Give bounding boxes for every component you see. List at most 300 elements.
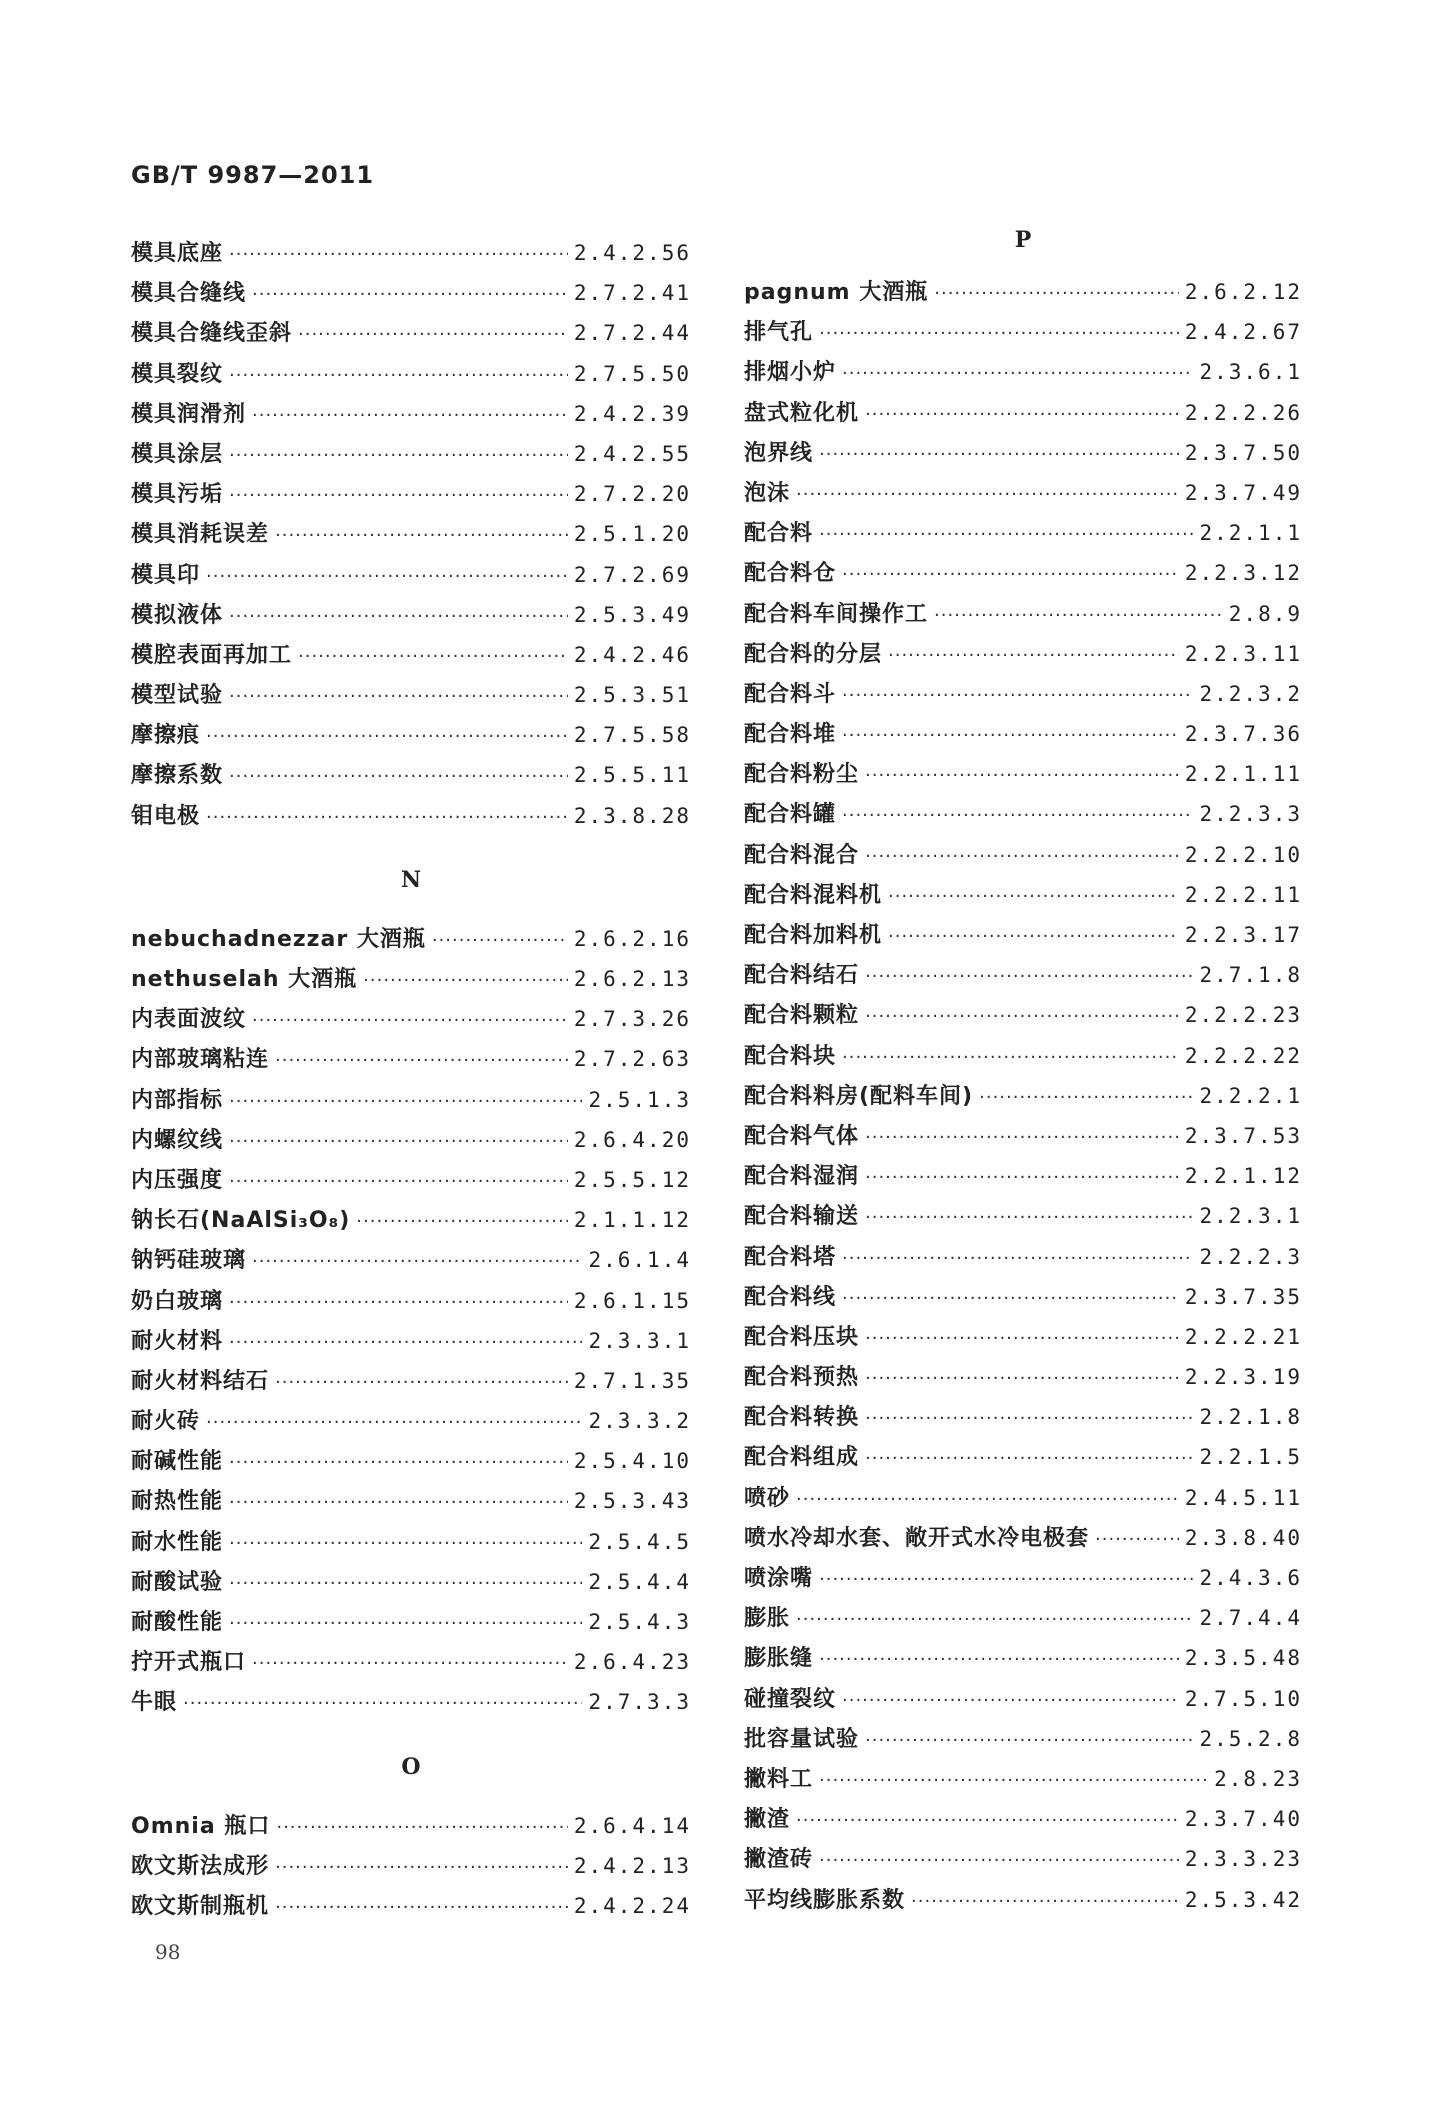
index-entry	[744, 312, 1302, 352]
dot-leader	[275, 516, 568, 556]
clause-number: 2.2.1.11	[1184, 762, 1302, 787]
index-entry	[744, 714, 1302, 754]
dot-leader	[888, 636, 1179, 676]
dot-leader	[206, 717, 568, 757]
dot-leader	[865, 957, 1193, 997]
clause-number: 2.4.2.67	[1184, 320, 1302, 345]
dot-leader	[206, 1403, 582, 1443]
clause-number: 2.6.2.13	[573, 967, 691, 991]
dot-leader	[842, 555, 1179, 595]
dot-leader	[842, 1038, 1179, 1078]
index-entry	[131, 1039, 691, 1079]
index-term: 批容量试验	[744, 1726, 860, 1752]
dot-leader	[252, 396, 568, 436]
dot-leader	[275, 1848, 568, 1888]
index-entry	[744, 1478, 1302, 1518]
index-term: 泡界线	[744, 440, 814, 466]
index-term: 配合料混料机	[744, 882, 883, 908]
clause-number: 2.3.7.50	[1184, 440, 1302, 465]
clause-number: 2.5.1.20	[573, 522, 691, 547]
index-term: 耐酸试验	[131, 1569, 224, 1595]
p-entry-list	[744, 272, 1302, 1920]
clause-number: 2.3.3.1	[588, 1328, 691, 1353]
index-entry	[131, 919, 691, 959]
dot-leader	[865, 1721, 1193, 1761]
dot-leader	[432, 921, 568, 961]
index-term: 膨胀缝	[744, 1646, 814, 1672]
index-term: 配合料压块	[744, 1324, 860, 1350]
clause-number: 2.5.5.12	[573, 1167, 691, 1192]
index-entry	[131, 1846, 691, 1886]
index-entry	[131, 555, 691, 595]
dot-leader	[229, 1524, 582, 1564]
clause-number: 2.2.2.1	[1199, 1083, 1302, 1108]
index-entry	[131, 675, 691, 715]
index-entry	[131, 273, 691, 313]
index-term: 欧文斯法成形	[131, 1853, 270, 1879]
index-entry	[131, 1481, 691, 1521]
clause-number: 2.2.1.5	[1199, 1445, 1302, 1470]
m-entry-list	[131, 233, 691, 836]
index-entry	[131, 1401, 691, 1441]
clause-number: 2.5.3.42	[1184, 1887, 1302, 1912]
index-term: 配合料的分层	[744, 641, 883, 667]
index-entry	[131, 1361, 691, 1401]
index-term: 模具底座	[131, 241, 224, 266]
dot-leader	[229, 235, 568, 275]
index-entry	[131, 1240, 691, 1280]
dot-leader	[183, 1684, 582, 1724]
dot-leader	[229, 677, 568, 717]
dot-leader	[298, 637, 568, 677]
index-term: 配合料结石	[744, 963, 860, 989]
index-entry	[131, 1120, 691, 1160]
index-term: 配合料车间操作工	[744, 601, 929, 627]
clause-number: 2.4.2.13	[573, 1853, 691, 1878]
clause-number: 2.5.2.8	[1199, 1726, 1302, 1751]
index-term: 模具合缝线	[131, 281, 247, 307]
index-entry	[744, 794, 1302, 834]
dot-leader	[842, 1239, 1193, 1279]
index-term: 配合料转换	[744, 1405, 860, 1431]
clause-number: 2.2.1.8	[1199, 1405, 1302, 1430]
clause-number: 2.7.1.35	[573, 1368, 691, 1393]
clause-number: 2.2.2.21	[1184, 1324, 1302, 1349]
index-term: 撇渣	[744, 1807, 791, 1833]
dot-leader	[229, 1483, 568, 1523]
index-term: 配合料输送	[744, 1204, 860, 1230]
index-term: 配合料组成	[744, 1445, 860, 1471]
clause-number: 2.3.3.23	[1184, 1847, 1302, 1872]
o-entry-list	[131, 1806, 691, 1927]
index-term: 配合料湿润	[744, 1164, 860, 1190]
dot-leader	[229, 1443, 568, 1483]
index-term: 配合料粉尘	[744, 762, 860, 788]
index-term: 牛眼	[131, 1690, 178, 1716]
index-entry	[131, 1281, 691, 1321]
clause-number: 2.6.4.23	[573, 1650, 691, 1675]
index-entry	[131, 1080, 691, 1120]
index-term: 内螺纹线	[131, 1127, 224, 1153]
index-entry	[131, 595, 691, 635]
dot-leader	[819, 1841, 1179, 1881]
index-entry	[744, 915, 1302, 955]
right-column	[744, 220, 1302, 1920]
index-term: 盘式粒化机	[744, 400, 860, 426]
index-term: 撇料工	[744, 1766, 814, 1792]
index-term: 耐碱性能	[131, 1449, 224, 1475]
clause-number: 2.8.9	[1228, 601, 1302, 626]
index-term: 配合料斗	[744, 681, 837, 707]
clause-number: 2.5.5.11	[573, 763, 691, 788]
dot-leader	[865, 997, 1179, 1037]
index-term: pagnum 大酒瓶	[744, 280, 929, 305]
index-entry	[744, 393, 1302, 433]
index-entry	[131, 999, 691, 1039]
dot-leader	[819, 435, 1179, 475]
clause-number: 2.7.3.26	[573, 1007, 691, 1032]
index-term: 喷涂嘴	[744, 1566, 814, 1591]
clause-number: 2.6.2.12	[1184, 280, 1302, 304]
clause-number: 2.3.7.49	[1184, 480, 1302, 505]
clause-number: 2.2.2.23	[1184, 1003, 1302, 1028]
page-number: 98	[155, 1940, 181, 1964]
index-entry	[744, 674, 1302, 714]
index-entry	[744, 754, 1302, 794]
dot-leader	[796, 1801, 1179, 1841]
index-entry	[131, 394, 691, 434]
index-term: 配合料混合	[744, 842, 860, 868]
dot-leader	[865, 756, 1179, 796]
index-entry	[744, 553, 1302, 593]
index-entry	[744, 1759, 1302, 1799]
clause-number: 2.2.1.1	[1199, 521, 1302, 546]
dot-leader	[865, 1319, 1179, 1359]
index-term: 钠钙硅玻璃	[131, 1248, 247, 1274]
index-entry	[744, 1598, 1302, 1638]
index-term: 排气孔	[744, 320, 814, 346]
dot-leader	[229, 1564, 582, 1604]
index-entry	[131, 1522, 691, 1562]
dot-leader	[865, 1198, 1193, 1238]
index-entry	[744, 1036, 1302, 1076]
clause-number: 2.3.5.48	[1184, 1646, 1302, 1671]
index-entry	[131, 1886, 691, 1926]
dot-leader	[819, 1560, 1193, 1600]
dot-leader	[842, 716, 1179, 756]
dot-leader	[229, 1323, 582, 1363]
clause-number: 2.3.6.1	[1199, 360, 1302, 385]
clause-number: 2.4.5.11	[1184, 1485, 1302, 1510]
dot-leader	[206, 798, 568, 838]
section-heading-o: O	[401, 1753, 421, 1780]
dot-leader	[1095, 1520, 1179, 1560]
index-entry	[744, 1799, 1302, 1839]
index-entry	[744, 352, 1302, 392]
dot-leader	[206, 557, 568, 597]
dot-leader	[865, 837, 1179, 877]
index-entry	[744, 272, 1302, 312]
clause-number: 2.7.2.69	[573, 562, 691, 587]
dot-leader	[252, 1644, 568, 1684]
index-term: 摩擦系数	[131, 763, 224, 789]
index-term: 配合料	[744, 521, 814, 547]
index-entry	[744, 875, 1302, 915]
dot-leader	[865, 1158, 1179, 1198]
dot-leader	[229, 356, 568, 396]
dot-leader	[356, 1202, 568, 1242]
dot-leader	[252, 275, 568, 315]
clause-number: 2.2.3.1	[1199, 1204, 1302, 1229]
clause-number: 2.7.4.4	[1199, 1606, 1302, 1631]
n-entry-list	[131, 919, 691, 1723]
index-entry	[744, 1719, 1302, 1759]
index-term: 耐火砖	[131, 1409, 201, 1435]
clause-number: 2.3.7.40	[1184, 1807, 1302, 1832]
clause-number: 2.3.7.36	[1184, 722, 1302, 747]
dot-leader	[934, 596, 1223, 636]
dot-leader	[252, 1242, 582, 1282]
index-entry	[744, 835, 1302, 875]
index-entry	[744, 955, 1302, 995]
index-entry	[744, 1116, 1302, 1156]
clause-number: 2.2.2.3	[1199, 1244, 1302, 1269]
index-term: 模具合缝线歪斜	[131, 321, 293, 347]
index-entry	[744, 1237, 1302, 1277]
index-entry	[131, 635, 691, 675]
clause-number: 2.5.3.49	[573, 602, 691, 627]
dot-leader	[979, 1078, 1193, 1118]
index-term: 配合料预热	[744, 1365, 860, 1391]
dot-leader	[842, 676, 1193, 716]
index-entry	[131, 313, 691, 353]
index-term: 耐酸性能	[131, 1610, 224, 1635]
index-entry	[131, 233, 691, 273]
index-term: 配合料料房(配料车间)	[744, 1083, 974, 1109]
dot-leader	[819, 515, 1193, 555]
dot-leader	[865, 1118, 1179, 1158]
dot-leader	[865, 1399, 1193, 1439]
index-term: 喷砂	[744, 1485, 791, 1511]
index-entry	[131, 474, 691, 514]
dot-leader	[229, 597, 568, 637]
dot-leader	[842, 354, 1193, 394]
index-term: 配合料线	[744, 1284, 837, 1310]
dot-leader	[842, 1681, 1179, 1721]
clause-number: 2.2.3.2	[1199, 681, 1302, 706]
dot-leader	[842, 796, 1193, 836]
index-term: 配合料仓	[744, 561, 837, 587]
index-entry	[131, 1200, 691, 1240]
clause-number: 2.3.3.2	[588, 1409, 691, 1434]
index-entry	[744, 1638, 1302, 1678]
dot-leader	[252, 1001, 568, 1041]
index-entry	[131, 1160, 691, 1200]
clause-number: 2.3.8.28	[573, 803, 691, 828]
dot-leader	[819, 1640, 1179, 1680]
clause-number: 2.2.2.22	[1184, 1043, 1302, 1068]
dot-leader	[229, 1082, 582, 1122]
clause-number: 2.5.4.5	[588, 1529, 691, 1554]
index-term: 配合料块	[744, 1043, 837, 1069]
index-term: 摩擦痕	[131, 723, 201, 749]
index-entry	[744, 1156, 1302, 1196]
clause-number: 2.5.1.3	[588, 1087, 691, 1112]
clause-number: 2.3.8.40	[1184, 1525, 1302, 1550]
index-term: 配合料堆	[744, 722, 837, 748]
dot-leader	[363, 961, 568, 1001]
clause-number: 2.2.3.12	[1184, 561, 1302, 586]
section-heading-n: N	[400, 866, 422, 893]
dot-leader	[865, 1439, 1193, 1479]
index-entry	[744, 473, 1302, 513]
index-entry	[131, 755, 691, 795]
clause-number: 2.2.3.17	[1184, 923, 1302, 947]
clause-number: 2.7.2.63	[573, 1047, 691, 1072]
dot-leader	[934, 274, 1179, 314]
section-heading-p: P	[1014, 227, 1032, 253]
index-term: 拧开式瓶口	[131, 1650, 247, 1676]
index-term: 喷水冷却水套、敞开式水冷电极套	[744, 1525, 1090, 1551]
dot-leader	[229, 757, 568, 797]
dot-leader	[865, 395, 1179, 435]
index-term: 撇渣砖	[744, 1847, 814, 1873]
index-entry	[744, 1076, 1302, 1116]
clause-number: 2.5.4.10	[573, 1449, 691, 1474]
index-entry	[744, 1880, 1302, 1920]
index-entry	[744, 995, 1302, 1035]
clause-number: 2.6.4.14	[573, 1813, 691, 1838]
document-code: GB/T 9987—2011	[131, 161, 375, 189]
index-term: 模型试验	[131, 683, 224, 709]
clause-number: 2.7.2.44	[573, 321, 691, 346]
clause-number: 2.7.5.58	[573, 723, 691, 748]
dot-leader	[888, 877, 1179, 917]
index-entry	[131, 1602, 691, 1642]
index-term: 膨胀	[744, 1606, 791, 1632]
index-entry	[131, 1441, 691, 1481]
clause-number: 2.6.2.16	[573, 926, 691, 951]
index-entry	[744, 513, 1302, 553]
dot-leader	[842, 1279, 1179, 1319]
index-entry	[744, 634, 1302, 674]
clause-number: 2.7.2.41	[573, 281, 691, 306]
dot-leader	[229, 436, 568, 476]
clause-number: 2.7.1.8	[1199, 963, 1302, 988]
clause-number: 2.7.5.50	[573, 361, 691, 386]
index-term: 钼电极	[131, 803, 201, 829]
clause-number: 2.1.1.12	[573, 1208, 691, 1233]
index-term: nethuselah 大酒瓶	[131, 967, 358, 992]
clause-number: 2.7.3.3	[588, 1690, 691, 1715]
clause-number: 2.5.4.4	[588, 1569, 691, 1594]
clause-number: 2.7.5.10	[1184, 1686, 1302, 1711]
index-entry	[744, 433, 1302, 473]
dot-leader	[275, 1363, 568, 1403]
index-term: 欧文斯制瓶机	[131, 1893, 270, 1919]
index-entry	[744, 1518, 1302, 1558]
clause-number: 2.6.4.20	[573, 1127, 691, 1152]
index-entry	[131, 354, 691, 394]
index-term: 钠长石(NaAlSi₃O₈)	[131, 1208, 351, 1234]
index-entry	[131, 1321, 691, 1361]
clause-number: 2.4.3.6	[1199, 1566, 1302, 1590]
index-term: 配合料气体	[744, 1123, 860, 1149]
clause-number: 2.3.7.35	[1184, 1284, 1302, 1309]
clause-number: 2.2.2.26	[1184, 400, 1302, 425]
index-term: 模具印	[131, 562, 201, 588]
clause-number: 2.2.2.10	[1184, 842, 1302, 867]
index-term: 内表面波纹	[131, 1007, 247, 1033]
dot-leader	[275, 1888, 568, 1928]
dot-leader	[229, 1162, 568, 1202]
clause-number: 2.3.7.53	[1184, 1123, 1302, 1148]
dot-leader	[796, 1480, 1179, 1520]
index-entry	[131, 715, 691, 755]
index-term: 模拟液体	[131, 602, 224, 628]
index-entry	[131, 959, 691, 999]
clause-number: 2.4.2.55	[573, 441, 691, 466]
dot-leader	[888, 917, 1179, 957]
dot-leader	[796, 475, 1179, 515]
index-entry	[744, 1196, 1302, 1236]
dot-leader	[276, 1808, 568, 1848]
clause-number: 2.2.2.11	[1184, 882, 1302, 907]
index-term: 奶白玻璃	[131, 1288, 224, 1314]
dot-leader	[819, 314, 1179, 354]
index-term: 配合料颗粒	[744, 1003, 860, 1029]
dot-leader	[229, 1604, 582, 1644]
clause-number: 2.5.4.3	[588, 1610, 691, 1634]
clause-number: 2.2.3.3	[1199, 802, 1302, 827]
index-term: nebuchadnezzar 大酒瓶	[131, 926, 426, 952]
index-term: Omnia 瓶口	[131, 1813, 271, 1839]
index-entry	[744, 1357, 1302, 1397]
index-term: 泡沫	[744, 480, 791, 506]
index-entry	[744, 1839, 1302, 1879]
index-entry	[744, 1317, 1302, 1357]
dot-leader	[796, 1600, 1193, 1640]
clause-number: 2.4.2.24	[573, 1893, 691, 1918]
index-entry	[744, 594, 1302, 634]
index-entry	[131, 1806, 691, 1846]
clause-number: 2.8.23	[1214, 1766, 1302, 1791]
index-term: 模具润滑剂	[131, 401, 247, 427]
index-term: 碰撞裂纹	[744, 1686, 837, 1712]
index-term: 模腔表面再加工	[131, 642, 293, 668]
clause-number: 2.7.2.20	[573, 482, 691, 507]
clause-number: 2.4.2.46	[573, 642, 691, 667]
index-term: 耐火材料	[131, 1328, 224, 1354]
index-entry	[744, 1437, 1302, 1477]
index-term: 内部指标	[131, 1087, 224, 1113]
index-entry	[131, 796, 691, 836]
index-entry	[131, 1642, 691, 1682]
index-term: 模具消耗误差	[131, 522, 270, 548]
dot-leader	[275, 1041, 568, 1081]
index-term: 内压强度	[131, 1167, 224, 1193]
index-term: 模具污垢	[131, 482, 224, 508]
index-term: 平均线膨胀系数	[744, 1887, 906, 1913]
clause-number: 2.2.1.12	[1184, 1164, 1302, 1189]
dot-leader	[865, 1359, 1179, 1399]
dot-leader	[229, 1283, 568, 1323]
index-entry	[131, 434, 691, 474]
left-column	[131, 233, 691, 1926]
index-term: 内部玻璃粘连	[131, 1047, 270, 1073]
clause-number: 2.4.2.39	[573, 401, 691, 426]
clause-number: 2.6.1.15	[573, 1288, 691, 1313]
